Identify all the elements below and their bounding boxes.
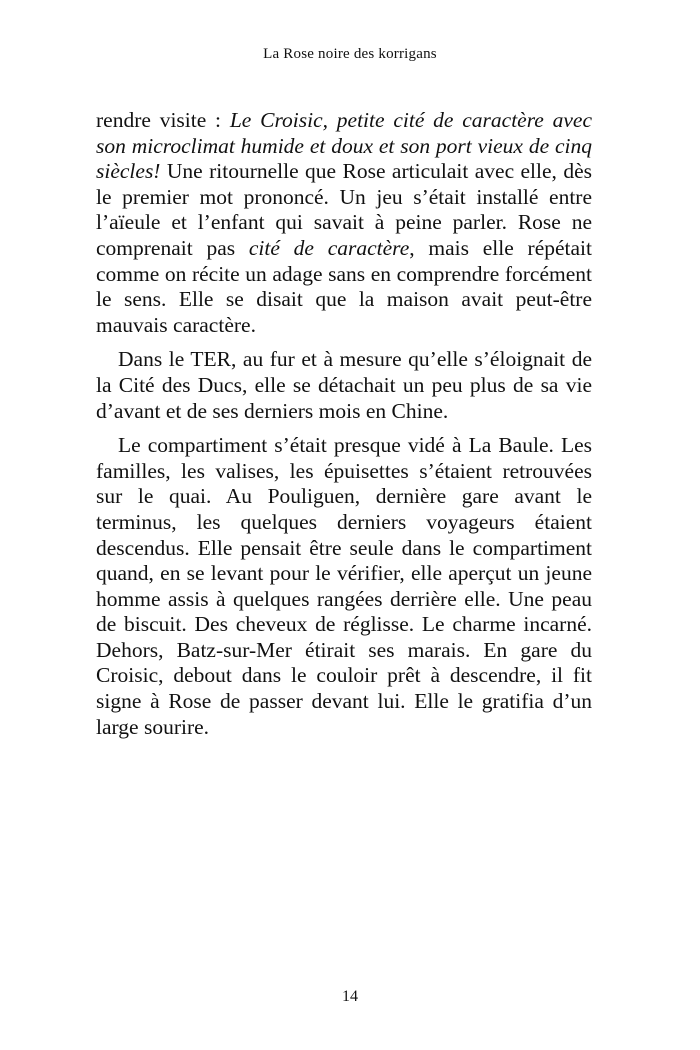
body-text: [96, 108, 592, 740]
paragraph-1-part-e: , mais elle répétait comme on récite un adage sans en comprendre forcément le sens. Elle se disait que la maison avait peut-être mauvais caractère.: [96, 235, 592, 337]
paragraph-1-italic-quote: Le Croisic, petite cité de caractère avec son microclimat humide et doux et son port vieux de cinq siècles!: [96, 108, 592, 184]
paragraph-1-italic-phrase: cité de caractère: [248, 235, 410, 260]
paragraph-2: Dans le TER, au fur et à mesure qu’elle s’éloignait de la Cité des Ducs, elle se détachait un peu plus de sa vie d’avant et de ses derniers mois en Chine.: [96, 347, 592, 423]
paragraph-3: Le compartiment s’était presque vidé à La Baule. Les familles, les valises, les épuisettes s’étaient retrouvées sur le quai. Au Pouliguen, dernière gare avant le terminus, les quelques derniers voyageurs étaient descendus. Elle pensait être seule dans le compartiment quand, en se levant pour le vérifier, elle aperçut un jeune homme assis à quelques rangées derrière elle. Une peau de biscuit. Des cheveux de réglisse. Le charme incarné. Dehors, Batz-sur-Mer étirait ses marais. En gare du Croisic, debout dans le couloir prêt à descendre, il fit signe à Rose de passer devant lui. Elle le gratifia d’un large sourire.: [96, 433, 592, 739]
paragraph-1: [96, 108, 592, 338]
running-header: La Rose noire des korrigans: [263, 46, 437, 62]
paragraph-1-part-c: Une ritournelle que Rose articulait avec elle, dès le premier mot prononcé. Un jeu s’était installé entre l’aïeule et l’enfant qui savait à peine parler. Rose ne comprenait pas: [96, 159, 592, 260]
paragraph-1-part-a: rendre visite :: [96, 108, 230, 132]
page-number: 14: [342, 988, 358, 1005]
